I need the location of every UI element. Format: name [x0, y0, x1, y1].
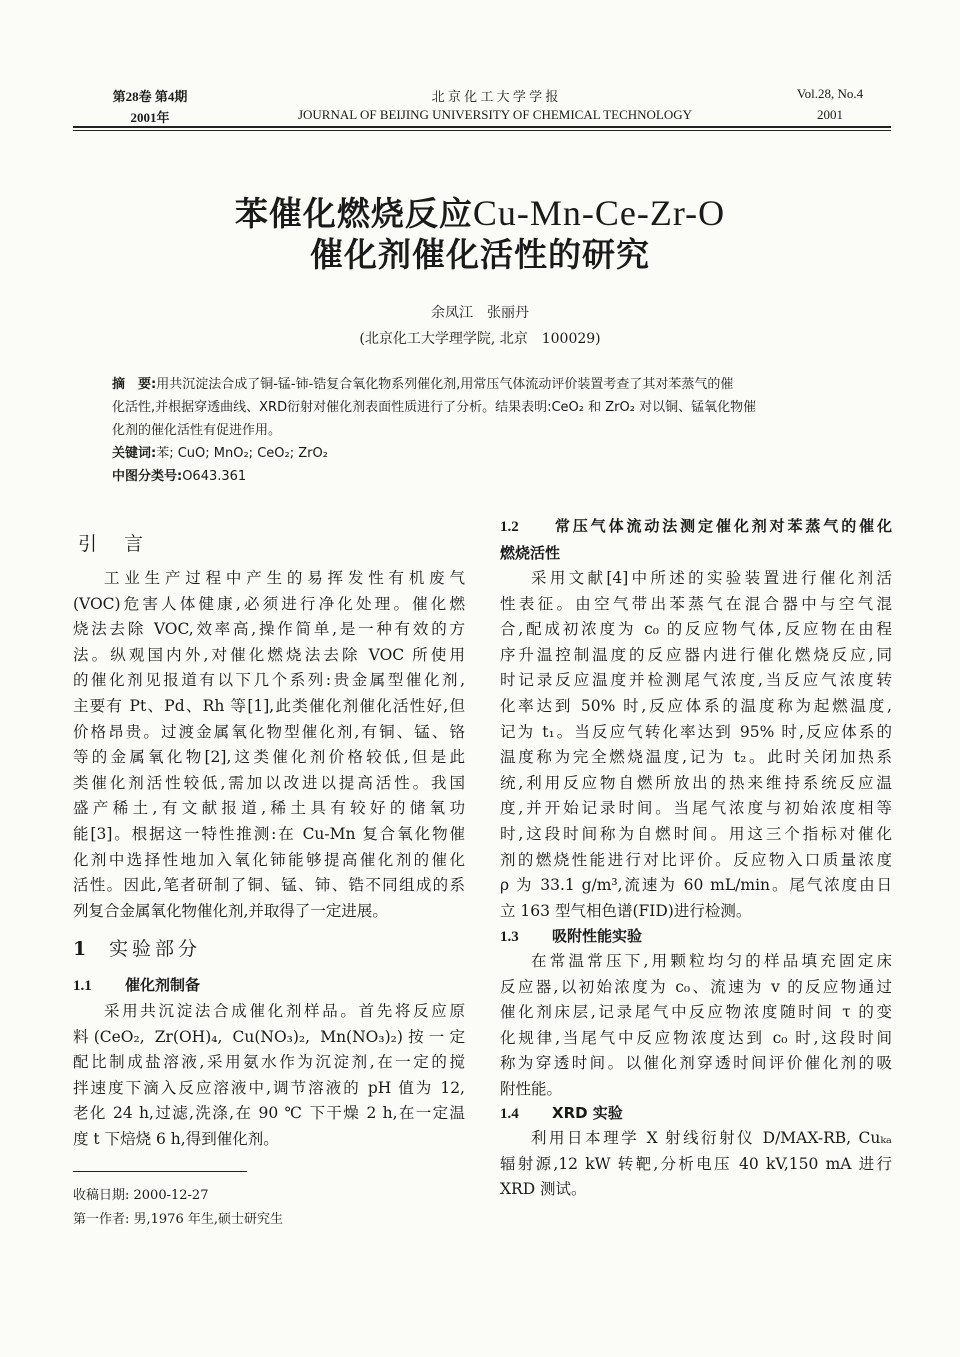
- abstract-line: 化活性,并根据穿透曲线、XRD衍射对催化剂表面性质进行了分析。结果表明:CeO₂ 和 ZrO₂ 对以铜、锰氧化物催: [112, 400, 757, 415]
- section-1-heading: 1 实验部分: [73, 938, 202, 960]
- text-line: 辐射源,12 kW 转靶,分析电压 40 kV,150 mA 进行: [500, 1154, 892, 1173]
- text-line: (VOC)危害人体健康,必须进行净化处理。催化燃: [73, 594, 465, 613]
- text-line: 的催化剂见报道有以下几个系列:贵金属型催化剂,: [73, 671, 465, 690]
- paper-title-line1: [0, 188, 960, 235]
- text-line: 立 163 型气相色谱(FID)进行检测。: [500, 901, 752, 920]
- text-line: 法。纵观国内外,对催化燃烧法去除 VOC 所使用: [73, 645, 465, 664]
- text-line: 性表征。由空气带出苯蒸气在混合器中与空气混: [500, 594, 892, 613]
- text-line: 统,利用反应物自燃所放出的热来维持系统反应温: [500, 773, 892, 792]
- intro-paragraph: [73, 566, 465, 924]
- year-right: 2001: [817, 107, 843, 122]
- text-line: 活性。因此,笔者研制了铜、锰、铈、锆不同组成的系: [73, 876, 465, 895]
- section-1-1-paragraph: [73, 999, 465, 1153]
- text-line: XRD 测试。: [500, 1180, 587, 1199]
- text-line: 烧法去除 VOC,效率高,操作简单,是一种有效的方: [73, 620, 465, 639]
- text-line: 主要有 Pt、Pd、Rh 等[1],此类催化剂催化活性好,但: [73, 696, 465, 715]
- title-cn: 苯催化燃烧反应: [234, 194, 473, 233]
- section-1-2-paragraph: [500, 566, 892, 924]
- text-line: 剂的燃烧性能进行对比评价。反应物入口质量浓度: [500, 850, 892, 869]
- text-line: 化率达到 50% 时,反应体系的温度称为起燃温度,: [500, 696, 892, 715]
- text-line: 合,配成初浓度为 c₀ 的反应物气体,反应物在由程: [500, 620, 892, 639]
- first-author-note: 第一作者: 男,1976 年生,硕士研究生: [73, 1212, 283, 1227]
- authors: 余凤江 张丽丹: [431, 305, 529, 321]
- abstract-line: 摘 要:用共沉淀法合成了铜-锰-铈-锆复合氧化物系列催化剂,用常压气体流动评价装置考查了其对苯蒸气的催: [112, 377, 734, 392]
- text-line: 配比制成盐溶液,采用氨水作为沉淀剂,在一定的搅: [73, 1053, 465, 1072]
- abstract-label: 摘 要:: [112, 377, 157, 392]
- section-1-2-heading: 1.2 常压气体流动法测定催化剂对苯蒸气的催化 燃烧活性: [500, 517, 892, 562]
- header-rule-thin: [73, 130, 891, 131]
- paper-title-line2: 催化剂催化活性的研究: [310, 235, 650, 274]
- text-line: 在常温常压下,用颗粒均匀的样品填充固定床: [531, 952, 892, 970]
- intro-heading: 引 言: [78, 533, 148, 555]
- text-line: 化剂中选择性地加入氧化铈能够提高催化剂的催化: [73, 850, 465, 869]
- section-1-4-paragraph: [500, 1126, 892, 1203]
- journal-name-cn: 北 京 化 工 大 学 学 报: [431, 89, 559, 104]
- header-rule: [73, 126, 891, 128]
- text-line: 利用日本理学 X 射线衍射仪 D/MAX-RB, Cuₖₐ: [531, 1129, 892, 1147]
- text-line: 盛产稀土,有文献报道,稀土具有较好的储氧功: [73, 799, 465, 818]
- text-line: 反应器,以初始浓度为 c₀、流速为 v 的反应物通过: [500, 977, 892, 996]
- text-line: 附性能。: [500, 1079, 563, 1098]
- text-line: 等的金属氧化物[2],这类催化剂价格较低,但是此: [73, 748, 465, 767]
- abstract-line: 化剂的催化活性有促进作用。: [112, 423, 282, 438]
- text-line: 采用文献[4]中所述的实验装置进行催化剂活: [531, 569, 892, 587]
- volume-en: Vol.28, No.4: [796, 86, 864, 101]
- section-1-4-heading: 1.4 XRD 实验: [500, 1104, 623, 1122]
- abstract: [112, 373, 872, 488]
- text-line: 工业生产过程中产生的易挥发性有机废气: [104, 569, 465, 587]
- volume-issue: 第28卷 第4期: [112, 89, 188, 104]
- affiliation: (北京化工大学理学院, 北京 100029): [359, 331, 601, 347]
- text-line: 老化 24 h,过滤,洗涤,在 90 ℃ 下干燥 2 h,在一定温: [73, 1104, 465, 1123]
- text-line: 能[3]。根据这一特性推测:在 Cu-Mn 复合氧化物催: [73, 824, 465, 843]
- text-line: 列复合金属氧化物催化剂,并取得了一定进展。: [73, 901, 388, 920]
- title-latin: Cu-Mn-Ce-Zr-O: [472, 193, 726, 233]
- year-left: 2001年: [130, 110, 170, 125]
- text-line: 采用共沉淀法合成催化剂样品。首先将反应原: [104, 1002, 465, 1020]
- text-line: 催化剂床层,记录尾气中反应物浓度随时间 τ 的变: [500, 1003, 892, 1022]
- keywords: 关键词:苯; CuO; MnO₂; CeO₂; ZrO₂: [112, 446, 328, 461]
- text-line: 时记录反应温度并检测尾气浓度,当反应气浓度转: [500, 671, 892, 690]
- clc-number: 中图分类号:O643.361: [112, 469, 247, 484]
- section-1-3-paragraph: [500, 949, 892, 1103]
- section-1-1-heading: 1.1 催化剂制备: [73, 976, 201, 994]
- text-line: 类催化剂活性较低,需加以改进以提高活性。我国: [73, 773, 465, 792]
- text-line: 拌速度下滴入反应溶液中,调节溶液的 pH 值为 12,: [73, 1078, 465, 1097]
- section-1-3-heading: 1.3 吸附性能实验: [500, 927, 643, 945]
- footnote-rule: [73, 1171, 247, 1172]
- text-line: ρ 为 33.1 g/m³,流速为 60 mL/min。尾气浓度由日: [500, 876, 892, 895]
- text-line: 记为 t₁。当反应气转化率达到 95% 时,反应体系的: [500, 722, 892, 741]
- journal-name-en: JOURNAL OF BEIJING UNIVERSITY OF CHEMICAL TECHNOLOGY: [297, 107, 693, 122]
- text-line: 序升温控制温度的反应器内进行催化燃烧反应,同: [500, 645, 892, 664]
- text-line: 化规律,当尾气中反应物浓度达到 c₀ 时,这段时间: [500, 1028, 892, 1047]
- text-line: 度,并开始记录时间。当尾气浓度与初始浓度相等: [500, 799, 892, 818]
- text-line: 度 t 下焙烧 6 h,得到催化剂。: [73, 1129, 279, 1148]
- text-line: 料(CeO₂, Zr(OH)₄, Cu(NO₃)₂, Mn(NO₃)₂)按一定: [73, 1027, 465, 1046]
- text-line: 时,这段时间称为自燃时间。用这三个指标对催化: [500, 824, 892, 843]
- text-line: 价格昂贵。过渡金属氧化物型催化剂,有铜、锰、铬: [73, 722, 465, 741]
- received-date: 收稿日期: 2000-12-27: [73, 1188, 209, 1203]
- text-line: 温度称为完全燃烧温度,记为 t₂。此时关闭加热系: [500, 748, 892, 767]
- text-line: 称为穿透时间。以催化剂穿透时间评价催化剂的吸: [500, 1054, 892, 1073]
